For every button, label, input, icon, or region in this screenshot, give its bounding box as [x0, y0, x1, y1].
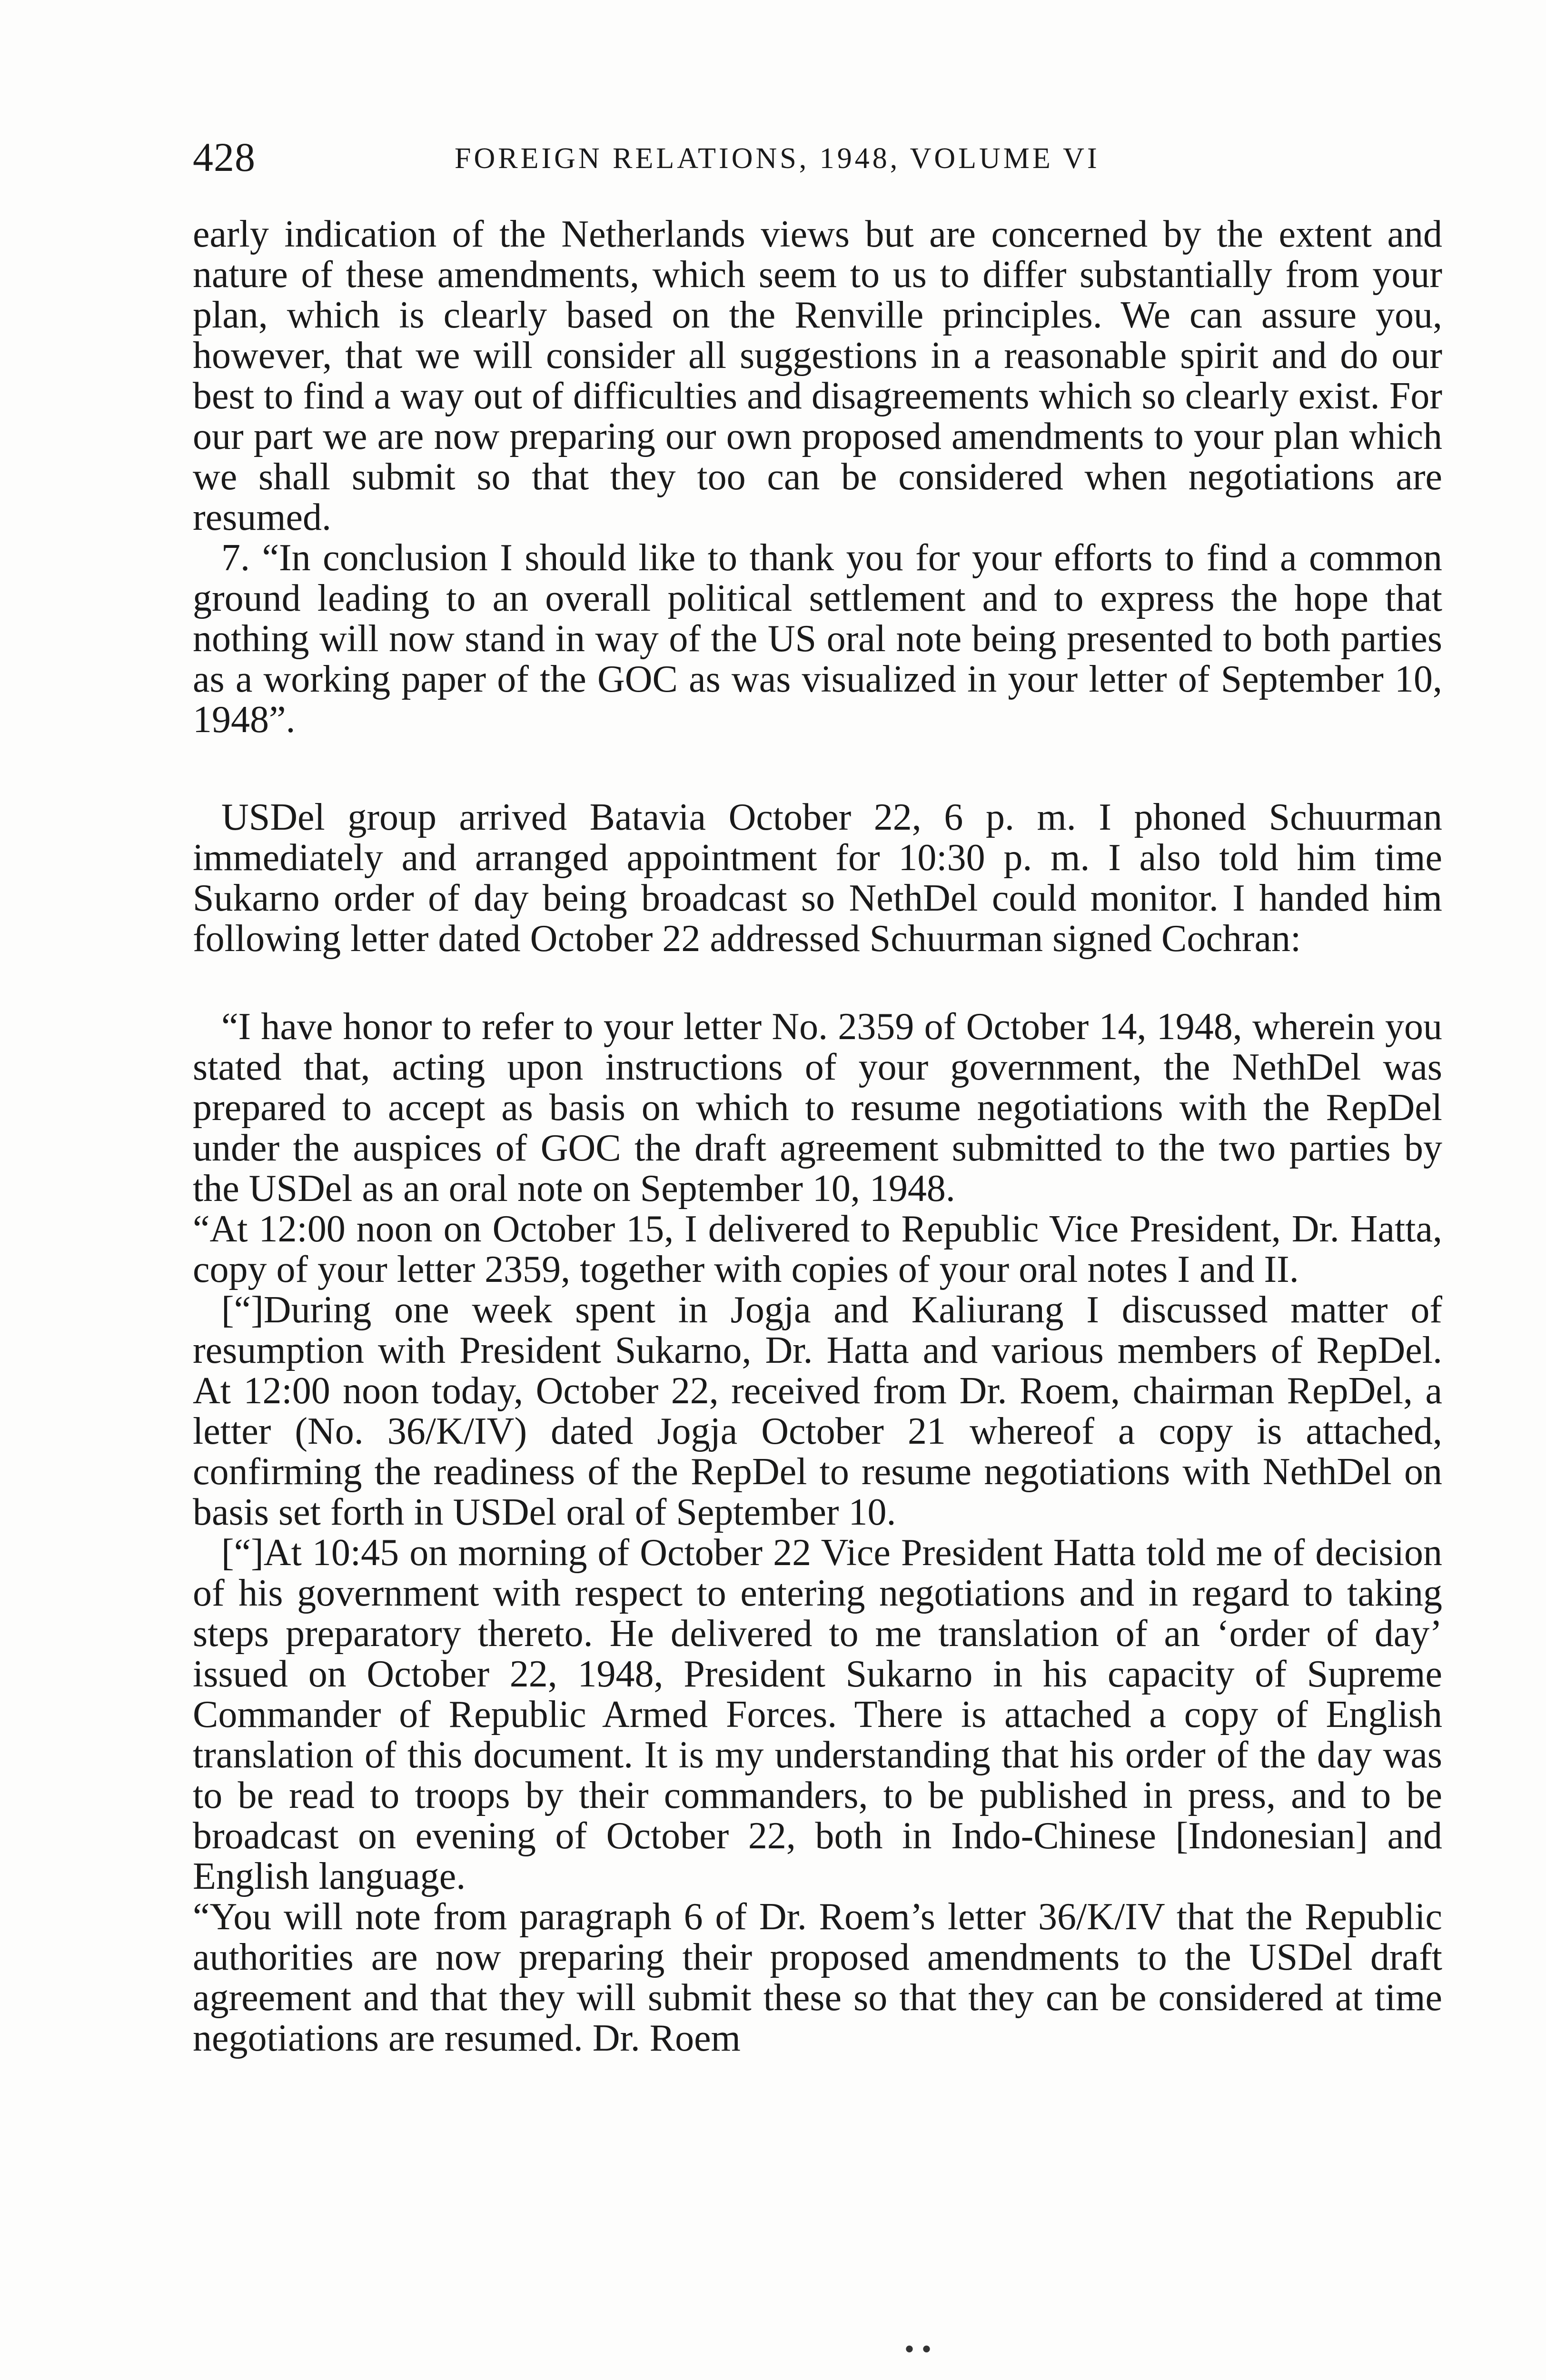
- body-text: [193, 214, 1442, 2059]
- page-number: 428: [193, 134, 256, 180]
- quoted-letter-paragraph: “At 12:00 noon on October 15, I delivered to Republic Vice President, Dr. Hatta, copy of your letter 2359, together with copies of your oral notes I and II.: [193, 1208, 1442, 1290]
- running-head: FOREIGN RELATIONS, 1948, VOLUME VI: [455, 142, 1100, 175]
- paragraph-usdel-arrival: USDel group arrived Batavia October 22, 6 p. m. I phoned Schuurman immediately and arranged appointment for 10:30 p. m. I also told him time Sukarno order of day being broadcast so NethDel could monitor. I handed him following letter dated October 22 addressed Schuurman signed Cochran:: [193, 796, 1442, 960]
- page-header: [193, 133, 1440, 186]
- footer-mark: • •: [904, 2333, 932, 2365]
- paragraph-numbered-7: 7. “In conclusion I should like to thank you for your efforts to find a common ground leading to an overall political settlement and to express the hope that nothing will now stand in way of the US oral note being presented to both parties as a working paper of the GOC as was visualized in your letter of September 10, 1948”.: [193, 537, 1442, 741]
- quoted-letter-paragraph: [“]During one week spent in Jogja and Kaliurang I discussed matter of resumption with President Sukarno, Dr. Hatta and various members of RepDel. At 12:00 noon today, October 22, received from Dr. Roem, chairman RepDel, a letter (No. 36/K/IV) dated Jogja October 21 whereof a copy is attached, confirming the readiness of the RepDel to resume negotiations with NethDel on basis set forth in USDel oral of September 10.: [193, 1289, 1442, 1533]
- quoted-letter-paragraph: “You will note from paragraph 6 of Dr. Roem’s letter 36/K/IV that the Republic authorities are now preparing their proposed amendments to the USDel draft agreement and that they will submit these so that they can be considered at time negotiations are resumed. Dr. Roem: [193, 1896, 1442, 2059]
- quoted-letter-paragraph: “I have honor to refer to your letter No. 2359 of October 14, 1948, wherein you stated that, acting upon instructions of your government, the NethDel was prepared to accept as basis on which to resume negotiations with the RepDel under the auspices of GOC the draft agreement submitted to the two parties by the USDel as an oral note on September 10, 1948.: [193, 1006, 1442, 1210]
- paragraph-continuation: early indication of the Netherlands views but are concerned by the extent and nature of these amendments, which seem to us to differ substantially from your plan, which is clearly based on the Renville principles. We can assure you, however, that we will consider all suggestions in a reasonable spirit and do our best to find a way out of difficulties and disagreements which so clearly exist. For our part we are now preparing our own proposed amendments to your plan which we shall submit so that they too can be considered when negotiations are resumed.: [193, 213, 1442, 538]
- quoted-letter-paragraph: [“]At 10:45 on morning of October 22 Vice President Hatta told me of decision of his government with respect to entering negotiations and in regard to taking steps preparatory thereto. He delivered to me translation of an ‘order of day’ issued on October 22, 1948, President Sukarno in his capacity of Supreme Commander of Republic Armed Forces. There is attached a copy of English translation of this document. It is my understanding that his order of the day was to be read to troops by their commanders, to be published in press, and to be broadcast on evening of October 22, both in Indo-Chinese [Indonesian] and English language.: [193, 1532, 1442, 1897]
